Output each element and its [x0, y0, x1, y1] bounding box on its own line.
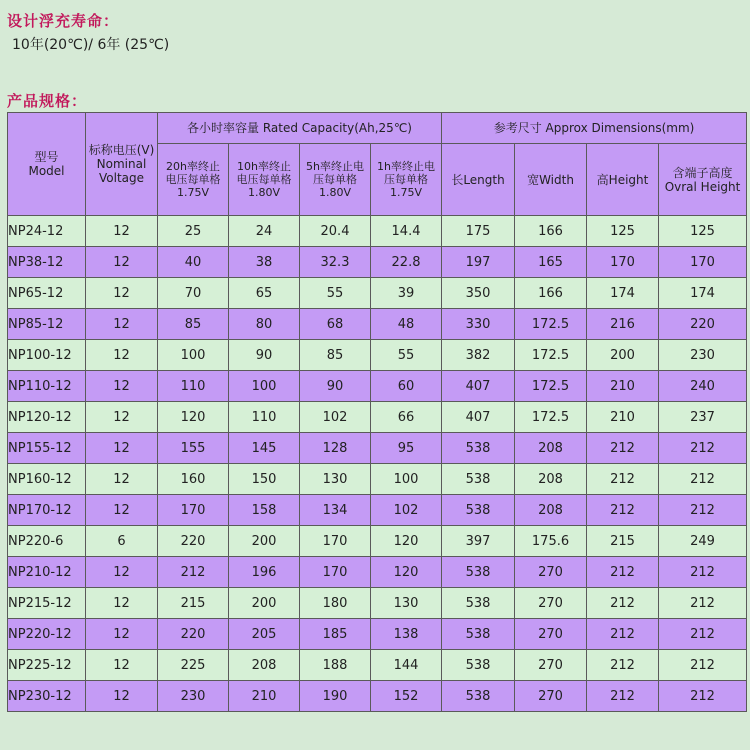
- cell-cap-1h: 60: [371, 371, 442, 402]
- table-row: [8, 681, 747, 712]
- cell-cap-5h: 130: [300, 464, 371, 495]
- cell-overall-height: 240: [659, 371, 747, 402]
- cell-cap-1h: 130: [371, 588, 442, 619]
- cell-width: 172.5: [515, 309, 587, 340]
- cell-height: 174: [587, 278, 659, 309]
- cell-cap-5h: 188: [300, 650, 371, 681]
- cell-width: 270: [515, 681, 587, 712]
- cell-cap-20h: 212: [158, 557, 229, 588]
- table-row: [8, 495, 747, 526]
- table-row: [8, 650, 747, 681]
- cell-voltage: 12: [86, 588, 158, 619]
- cell-model: NP230-12: [8, 681, 86, 712]
- cell-height: 216: [587, 309, 659, 340]
- cell-height: 215: [587, 526, 659, 557]
- cell-model: NP220-6: [8, 526, 86, 557]
- cell-cap-10h: 80: [229, 309, 300, 340]
- cell-model: NP220-12: [8, 619, 86, 650]
- table-row: [8, 216, 747, 247]
- cell-cap-5h: 128: [300, 433, 371, 464]
- cell-overall-height: 212: [659, 557, 747, 588]
- table-row: [8, 371, 747, 402]
- cell-model: NP170-12: [8, 495, 86, 526]
- cell-width: 208: [515, 433, 587, 464]
- cell-cap-1h: 48: [371, 309, 442, 340]
- float-life-title: 设计浮充寿命：: [7, 12, 120, 30]
- header-cap-1h: 1h率终止电 压每单格 1.75V: [371, 144, 442, 216]
- cell-overall-height: 249: [659, 526, 747, 557]
- cell-cap-10h: 65: [229, 278, 300, 309]
- cell-cap-20h: 100: [158, 340, 229, 371]
- cell-model: NP210-12: [8, 557, 86, 588]
- cell-model: NP38-12: [8, 247, 86, 278]
- cell-cap-20h: 160: [158, 464, 229, 495]
- cell-height: 212: [587, 433, 659, 464]
- cell-cap-5h: 170: [300, 557, 371, 588]
- header-model: 型号 Model: [8, 113, 86, 216]
- cell-cap-1h: 102: [371, 495, 442, 526]
- cell-voltage: 12: [86, 278, 158, 309]
- cell-height: 210: [587, 371, 659, 402]
- cell-cap-1h: 100: [371, 464, 442, 495]
- cell-model: NP110-12: [8, 371, 86, 402]
- cell-cap-1h: 55: [371, 340, 442, 371]
- cell-cap-10h: 200: [229, 526, 300, 557]
- header-cap-5h: 5h率终止电 压每单格 1.80V: [300, 144, 371, 216]
- table-row: [8, 247, 747, 278]
- cell-cap-10h: 38: [229, 247, 300, 278]
- table-row: [8, 309, 747, 340]
- cell-cap-1h: 95: [371, 433, 442, 464]
- cell-length: 538: [442, 495, 515, 526]
- cell-voltage: 12: [86, 681, 158, 712]
- cell-cap-20h: 215: [158, 588, 229, 619]
- cell-cap-10h: 196: [229, 557, 300, 588]
- cell-width: 166: [515, 216, 587, 247]
- cell-cap-1h: 120: [371, 526, 442, 557]
- cell-height: 212: [587, 619, 659, 650]
- cell-height: 212: [587, 495, 659, 526]
- cell-cap-10h: 24: [229, 216, 300, 247]
- cell-cap-1h: 152: [371, 681, 442, 712]
- cell-voltage: 12: [86, 464, 158, 495]
- cell-length: 407: [442, 371, 515, 402]
- cell-cap-20h: 170: [158, 495, 229, 526]
- cell-cap-10h: 208: [229, 650, 300, 681]
- cell-length: 538: [442, 681, 515, 712]
- cell-cap-1h: 66: [371, 402, 442, 433]
- cell-overall-height: 170: [659, 247, 747, 278]
- cell-cap-1h: 144: [371, 650, 442, 681]
- cell-cap-10h: 150: [229, 464, 300, 495]
- cell-cap-10h: 145: [229, 433, 300, 464]
- cell-length: 197: [442, 247, 515, 278]
- cell-cap-1h: 22.8: [371, 247, 442, 278]
- cell-length: 538: [442, 619, 515, 650]
- cell-cap-20h: 40: [158, 247, 229, 278]
- cell-cap-20h: 230: [158, 681, 229, 712]
- cell-voltage: 12: [86, 619, 158, 650]
- cell-cap-20h: 220: [158, 526, 229, 557]
- cell-voltage: 6: [86, 526, 158, 557]
- header-overall-height: 含端子高度 Ovral Height: [659, 144, 747, 216]
- cell-model: NP155-12: [8, 433, 86, 464]
- cell-cap-20h: 85: [158, 309, 229, 340]
- cell-height: 212: [587, 588, 659, 619]
- cell-width: 270: [515, 557, 587, 588]
- table-row: [8, 340, 747, 371]
- cell-height: 200: [587, 340, 659, 371]
- cell-cap-1h: 138: [371, 619, 442, 650]
- cell-overall-height: 212: [659, 619, 747, 650]
- cell-height: 125: [587, 216, 659, 247]
- cell-overall-height: 212: [659, 495, 747, 526]
- cell-width: 208: [515, 464, 587, 495]
- cell-cap-20h: 220: [158, 619, 229, 650]
- cell-model: NP225-12: [8, 650, 86, 681]
- header-rated-capacity: 各小时率容量 Rated Capacity(Ah,25℃): [158, 113, 442, 144]
- cell-overall-height: 212: [659, 681, 747, 712]
- cell-cap-5h: 85: [300, 340, 371, 371]
- cell-length: 538: [442, 557, 515, 588]
- cell-width: 208: [515, 495, 587, 526]
- header-width: 宽Width: [515, 144, 587, 216]
- cell-length: 538: [442, 588, 515, 619]
- cell-height: 212: [587, 681, 659, 712]
- cell-cap-1h: 14.4: [371, 216, 442, 247]
- cell-width: 175.6: [515, 526, 587, 557]
- cell-overall-height: 125: [659, 216, 747, 247]
- cell-cap-10h: 205: [229, 619, 300, 650]
- cell-model: NP24-12: [8, 216, 86, 247]
- spec-table: [7, 112, 747, 712]
- cell-height: 212: [587, 464, 659, 495]
- cell-cap-5h: 180: [300, 588, 371, 619]
- table-row: [8, 557, 747, 588]
- cell-height: 212: [587, 557, 659, 588]
- cell-cap-5h: 90: [300, 371, 371, 402]
- cell-cap-1h: 39: [371, 278, 442, 309]
- cell-cap-20h: 155: [158, 433, 229, 464]
- cell-cap-5h: 102: [300, 402, 371, 433]
- cell-width: 270: [515, 588, 587, 619]
- cell-cap-10h: 100: [229, 371, 300, 402]
- cell-cap-1h: 120: [371, 557, 442, 588]
- table-row: [8, 464, 747, 495]
- cell-voltage: 12: [86, 433, 158, 464]
- cell-length: 397: [442, 526, 515, 557]
- cell-overall-height: 237: [659, 402, 747, 433]
- cell-model: NP215-12: [8, 588, 86, 619]
- cell-height: 210: [587, 402, 659, 433]
- cell-cap-10h: 110: [229, 402, 300, 433]
- cell-cap-10h: 200: [229, 588, 300, 619]
- cell-cap-5h: 55: [300, 278, 371, 309]
- cell-width: 172.5: [515, 340, 587, 371]
- product-spec-title: 产品规格：: [7, 92, 88, 110]
- cell-cap-5h: 68: [300, 309, 371, 340]
- cell-cap-20h: 225: [158, 650, 229, 681]
- cell-model: NP65-12: [8, 278, 86, 309]
- cell-voltage: 12: [86, 402, 158, 433]
- table-row: [8, 619, 747, 650]
- cell-model: NP120-12: [8, 402, 86, 433]
- header-approx-dimensions: 参考尺寸 Approx Dimensions(mm): [442, 113, 747, 144]
- table-row: [8, 588, 747, 619]
- cell-overall-height: 212: [659, 588, 747, 619]
- cell-width: 270: [515, 650, 587, 681]
- header-height: 高Height: [587, 144, 659, 216]
- spec-table-body: [8, 216, 747, 712]
- header-cap-20h: 20h率终止 电压每单格 1.75V: [158, 144, 229, 216]
- cell-voltage: 12: [86, 340, 158, 371]
- cell-cap-5h: 185: [300, 619, 371, 650]
- cell-length: 175: [442, 216, 515, 247]
- cell-overall-height: 220: [659, 309, 747, 340]
- cell-voltage: 12: [86, 650, 158, 681]
- cell-length: 382: [442, 340, 515, 371]
- cell-length: 330: [442, 309, 515, 340]
- cell-cap-10h: 90: [229, 340, 300, 371]
- cell-voltage: 12: [86, 247, 158, 278]
- header-cap-10h: 10h率终止 电压每单格 1.80V: [229, 144, 300, 216]
- table-row: [8, 526, 747, 557]
- cell-voltage: 12: [86, 216, 158, 247]
- cell-width: 165: [515, 247, 587, 278]
- cell-cap-5h: 190: [300, 681, 371, 712]
- cell-cap-10h: 158: [229, 495, 300, 526]
- cell-cap-5h: 134: [300, 495, 371, 526]
- cell-overall-height: 212: [659, 433, 747, 464]
- cell-voltage: 12: [86, 309, 158, 340]
- cell-cap-20h: 110: [158, 371, 229, 402]
- cell-length: 407: [442, 402, 515, 433]
- cell-height: 212: [587, 650, 659, 681]
- cell-overall-height: 174: [659, 278, 747, 309]
- cell-overall-height: 212: [659, 464, 747, 495]
- cell-model: NP160-12: [8, 464, 86, 495]
- cell-model: NP85-12: [8, 309, 86, 340]
- cell-height: 170: [587, 247, 659, 278]
- cell-overall-height: 212: [659, 650, 747, 681]
- table-row: [8, 402, 747, 433]
- cell-voltage: 12: [86, 371, 158, 402]
- header-nominal-voltage: 标称电压(V) Nominal Voltage: [86, 113, 158, 216]
- cell-model: NP100-12: [8, 340, 86, 371]
- cell-length: 350: [442, 278, 515, 309]
- float-life-value: 10年(20℃)/ 6年 (25℃): [12, 37, 170, 53]
- cell-length: 538: [442, 433, 515, 464]
- cell-cap-20h: 70: [158, 278, 229, 309]
- cell-cap-5h: 20.4: [300, 216, 371, 247]
- cell-cap-20h: 120: [158, 402, 229, 433]
- cell-cap-5h: 170: [300, 526, 371, 557]
- cell-length: 538: [442, 650, 515, 681]
- cell-voltage: 12: [86, 495, 158, 526]
- cell-voltage: 12: [86, 557, 158, 588]
- cell-width: 166: [515, 278, 587, 309]
- cell-cap-10h: 210: [229, 681, 300, 712]
- cell-length: 538: [442, 464, 515, 495]
- cell-cap-20h: 25: [158, 216, 229, 247]
- cell-width: 172.5: [515, 371, 587, 402]
- cell-cap-5h: 32.3: [300, 247, 371, 278]
- cell-overall-height: 230: [659, 340, 747, 371]
- header-length: 长Length: [442, 144, 515, 216]
- cell-width: 270: [515, 619, 587, 650]
- table-row: [8, 278, 747, 309]
- table-row: [8, 433, 747, 464]
- cell-width: 172.5: [515, 402, 587, 433]
